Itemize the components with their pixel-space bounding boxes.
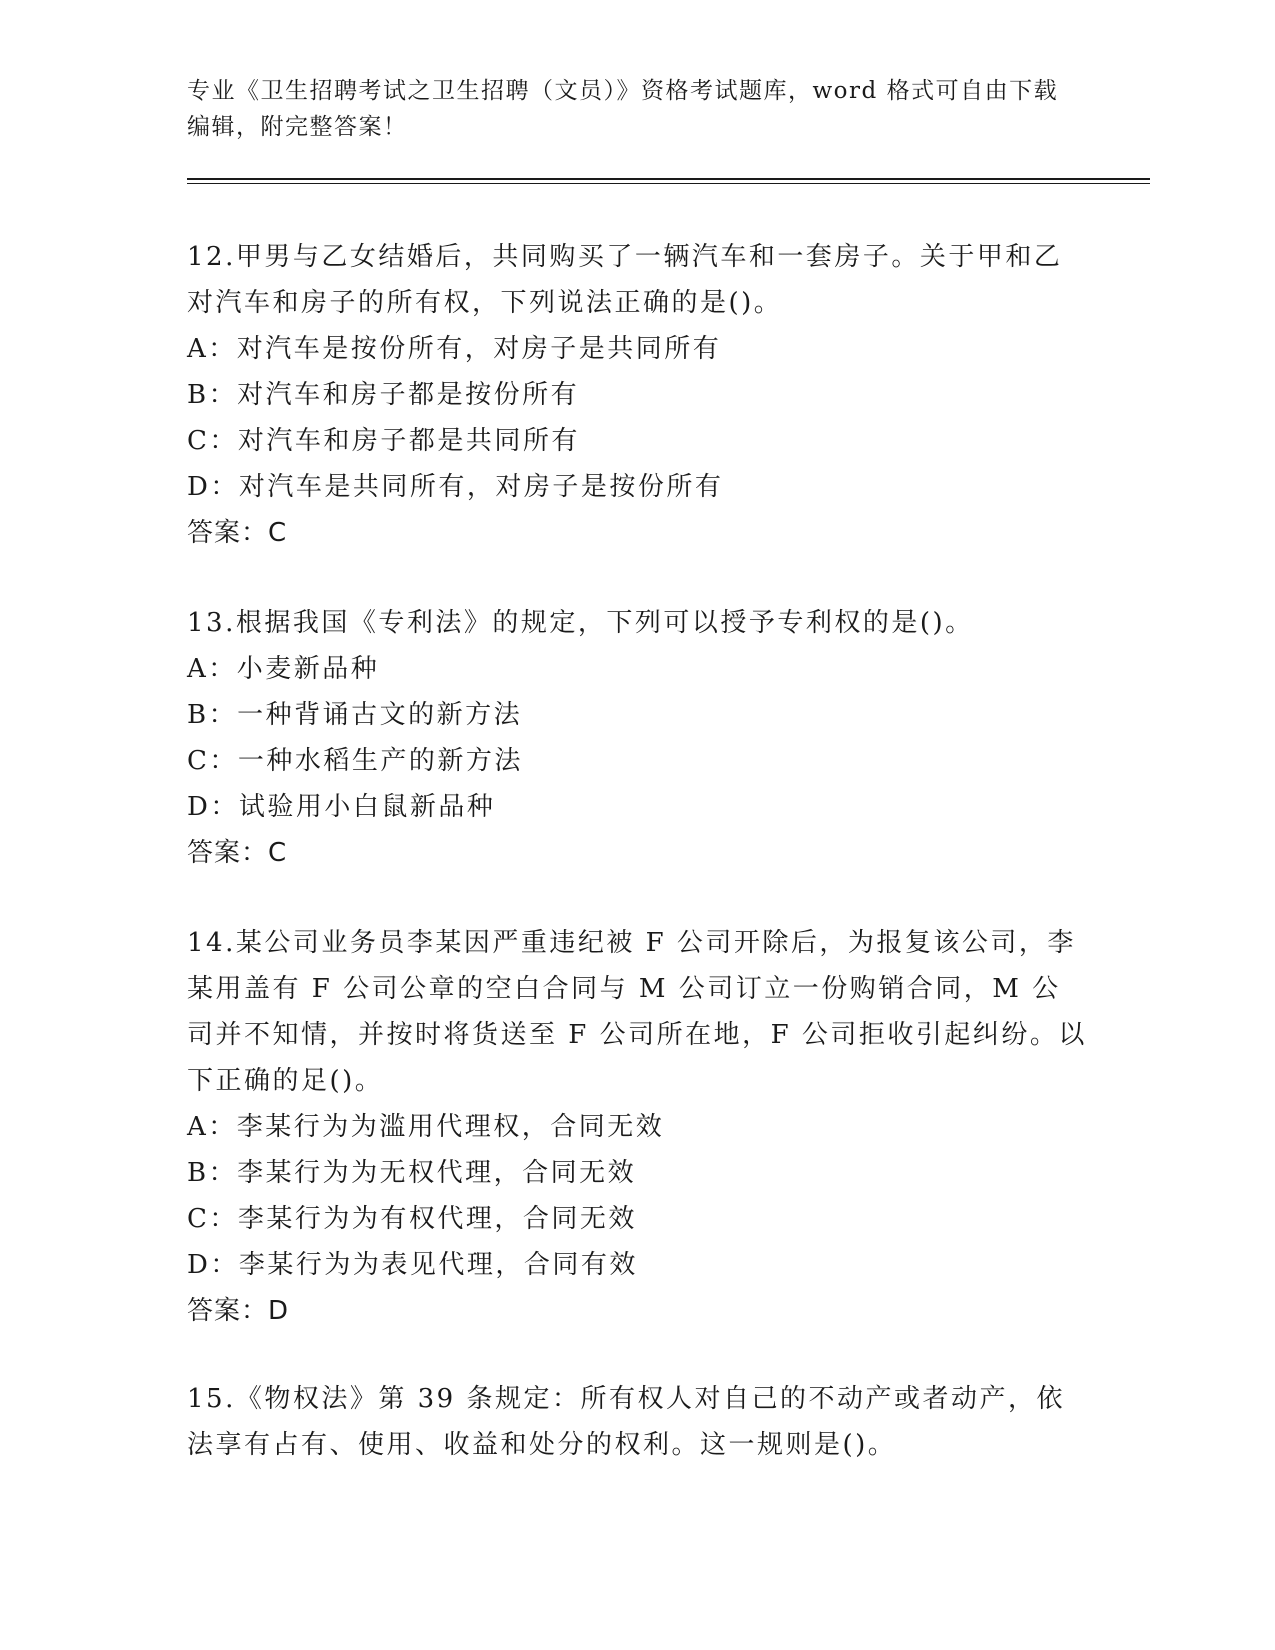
header-line-2: 编辑，附完整答案！ [187,114,408,140]
option-d: D：对汽车是共同所有，对房子是按份所有 [187,472,724,502]
answer: 答案：C [187,838,288,868]
question-13 [187,600,1087,876]
option-a: A：小麦新品种 [187,654,380,684]
header-line-1: 专业《卫生招聘考试之卫生招聘（文员）》资格考试题库，word 格式可自由下载 [187,78,1059,104]
question-stem: 14.某公司业务员李某因严重违纪被 F 公司开除后，为报复该公司，李某用盖有 F 公司公章的空白合同与 M 公司订立一份购销合同，M 公司并不知情，并按时将货送至 F 公司所在地，F 公司拒收引起纠纷。以下正确的足()。 [187,928,1087,1096]
option-a: A：对汽车是按份所有，对房子是共同所有 [187,334,722,364]
option-d: D：试验用小白鼠新品种 [187,792,496,822]
option-b: B：一种背诵古文的新方法 [187,700,523,730]
option-c: C：一种水稻生产的新方法 [187,746,523,776]
option-b: B：李某行为为无权代理，合同无效 [187,1158,637,1188]
header-divider [187,178,1150,180]
option-c: C：对汽车和房子都是共同所有 [187,426,580,456]
answer: 答案：D [187,1296,290,1326]
question-14 [187,920,1087,1334]
question-12 [187,234,1087,556]
question-stem: 12.甲男与乙女结婚后，共同购买了一辆汽车和一套房子。关于甲和乙对汽车和房子的所有权，下列说法正确的是()。 [187,242,1063,318]
option-a: A：李某行为为滥用代理权，合同无效 [187,1112,665,1142]
question-stem: 13.根据我国《专利法》的规定，下列可以授予专利权的是()。 [187,608,974,638]
option-c: C：李某行为为有权代理，合同无效 [187,1204,637,1234]
option-d: D：李某行为为表见代理，合同有效 [187,1250,638,1280]
question-stem: 15.《物权法》第 39 条规定：所有权人对自己的不动产或者动产，依法享有占有、使用、收益和处分的权利。这一规则是()。 [187,1384,1065,1460]
document-header [187,73,1087,145]
answer: 答案：C [187,518,288,548]
question-15 [187,1376,1087,1468]
header-divider-thin [187,183,1150,184]
option-b: B：对汽车和房子都是按份所有 [187,380,580,410]
